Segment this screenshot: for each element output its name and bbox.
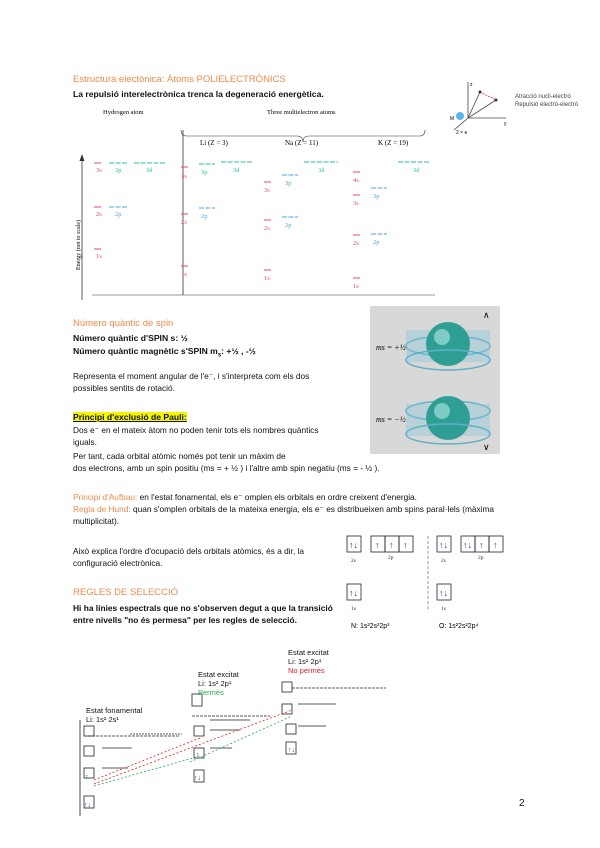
pauli-line-3: dos electrons, amb un spin positiu (ms = + ½ ) i l'altre amb spin negatiu (ms = - ½ ). xyxy=(73,463,380,473)
svg-text:2 × e: 2 × e xyxy=(456,130,468,135)
excited-state-1-caption: Estat excitat Li: 1s² 2p¹ Permès xyxy=(198,670,239,697)
svg-text:↑: ↑ xyxy=(479,540,484,550)
svg-text:3p: 3p xyxy=(285,180,292,187)
spin-description: Representa el moment angular de l'e⁻, i s'interpreta com els dos possibles sentits de rotació. xyxy=(73,371,310,393)
svg-text:3s: 3s xyxy=(181,173,187,180)
section-title-structure: Estructura electònica: Àtoms POLIELECTRÒNICS xyxy=(73,74,286,85)
pauli-title: Principi d'exclusió de Pauli: xyxy=(73,412,187,422)
o-config-label: O: 1s²2s²2p⁴ xyxy=(439,623,479,630)
svg-text:y: y xyxy=(504,121,507,127)
svg-text:↑↓: ↑↓ xyxy=(463,540,472,550)
svg-text:2s: 2s xyxy=(441,558,446,564)
svg-text:↑↓: ↑↓ xyxy=(439,588,448,598)
svg-text:1s: 1s xyxy=(264,275,270,282)
forbidden-transition-1 xyxy=(94,738,200,780)
legend-attraction: Atracció nucli-electró xyxy=(515,94,571,100)
multielectron-label: Three multielectron atoms xyxy=(267,109,336,116)
svg-text:3p: 3p xyxy=(373,193,380,200)
excited-state-2-caption: Estat excitat Li: 1s² 2p¹ No permès xyxy=(288,648,329,675)
svg-text:3d: 3d xyxy=(413,167,420,174)
atom-k-label: K (Z = 19) xyxy=(378,139,409,147)
legend-repulsion: Repulsió electró-electró xyxy=(515,102,579,108)
svg-text:↑↓: ↑↓ xyxy=(349,588,358,598)
svg-text:3s: 3s xyxy=(264,187,270,194)
svg-text:2p: 2p xyxy=(388,555,394,561)
svg-text:2p: 2p xyxy=(285,222,292,229)
ground-state-caption: Estat fonamental Li: 1s² 2s¹ xyxy=(86,706,143,724)
svg-text:1s: 1s xyxy=(353,283,359,290)
svg-text:3s: 3s xyxy=(353,200,359,207)
svg-text:2s: 2s xyxy=(181,219,187,226)
svg-text:3s: 3s xyxy=(96,167,102,174)
selection-text: Hi ha línies espectrals que no s'observen degut a que la transició entre nivells "no és permesa" per les regles de selecció. xyxy=(73,603,333,625)
atom-li-label: Li (Z = 3) xyxy=(200,139,228,147)
svg-text:2s: 2s xyxy=(264,225,270,232)
svg-text:3d: 3d xyxy=(233,167,240,174)
svg-text:z: z xyxy=(470,82,473,88)
svg-text:2s: 2s xyxy=(353,240,359,247)
svg-text:↑: ↑ xyxy=(375,540,380,550)
n-config-label: N: 1s²2s²2p³ xyxy=(351,623,390,630)
spin-down-label: ms = −½ xyxy=(376,415,406,424)
svg-text:2s: 2s xyxy=(351,558,356,564)
atom-na-label: Na (Z = 11) xyxy=(285,139,319,147)
svg-text:↑↓: ↑↓ xyxy=(349,540,358,550)
atom-vector-figure xyxy=(448,80,513,135)
aufbau-paragraph: Principi d'Aufbau: en l'estat fonamental, els e⁻ omplen els orbitals en ordre creixent d'energia. xyxy=(73,492,417,502)
svg-text:∧: ∧ xyxy=(483,310,490,320)
svg-text:2p: 2p xyxy=(373,239,380,246)
svg-text:↑↓: ↑↓ xyxy=(288,746,295,754)
spin-line-2: Número quàntic magnètic s'SPIN $m_s$: +½ , -½ xyxy=(73,346,256,359)
hydrogen-atom-label: Hydrogen atom xyxy=(103,109,144,116)
section-title-spin: Número quàntic de spin xyxy=(73,318,174,329)
spin-line-1: Número quàntic d'SPIN s: ½ xyxy=(73,333,188,343)
svg-text:1s: 1s xyxy=(96,253,102,260)
svg-text:↑: ↑ xyxy=(196,751,200,759)
spin-figure xyxy=(370,306,500,454)
svg-text:2s: 2s xyxy=(96,211,102,218)
explain-text: Això explica l'ordre d'ocupació dels orbitals atòmics, és a dir, la configuració electrònica. xyxy=(73,546,304,568)
pauli-line-1: Dos e⁻ en el mateix àtom no poden tenir tots els nombres quàntics iguals. xyxy=(73,425,319,447)
allowed-transition xyxy=(94,756,200,786)
hund-paragraph: Regla de Hund: quan s'omplen orbitals de la mateixa energia, els e⁻ es distribueixen amb spins paral·lels (màxima multiplicitat). xyxy=(73,504,495,526)
svg-text:1s: 1s xyxy=(441,606,446,612)
svg-text:∨: ∨ xyxy=(483,442,490,452)
svg-text:3d: 3d xyxy=(318,167,325,174)
energy-level-diagram xyxy=(75,100,445,300)
energy-axis-label: Energy (not to scale) xyxy=(76,219,82,270)
nucleus-icon xyxy=(456,112,464,120)
force-legend xyxy=(515,93,578,109)
transition-diagram xyxy=(70,676,400,821)
svg-text:M: M xyxy=(450,116,455,122)
svg-text:↑: ↑ xyxy=(493,540,498,550)
svg-text:↑↓: ↑↓ xyxy=(439,540,448,550)
svg-text:4s: 4s xyxy=(353,177,359,184)
electron-sphere-up xyxy=(426,322,470,366)
electron-sphere-down xyxy=(426,396,470,440)
svg-text:3d: 3d xyxy=(146,167,153,174)
svg-text:2p: 2p xyxy=(201,213,208,220)
svg-text:↑↓: ↑↓ xyxy=(194,774,201,782)
svg-text:3p: 3p xyxy=(201,169,208,176)
svg-text:↑: ↑ xyxy=(389,540,394,550)
electron-config-boxes xyxy=(343,532,518,632)
svg-text:1s: 1s xyxy=(181,271,187,278)
svg-text:↑: ↑ xyxy=(403,540,408,550)
svg-text:↑: ↑ xyxy=(85,773,89,781)
section-subtitle: La repulsió interelectrònica trenca la degeneració energètica. xyxy=(73,89,324,99)
svg-text:↑↓: ↑↓ xyxy=(84,801,91,809)
section-title-selection: REGLES DE SELECCIÓ xyxy=(73,587,179,598)
pauli-line-2: Per tant, cada orbital atòmic només pot tenir un màxim de xyxy=(73,451,286,461)
spin-up-label: ms = +½ xyxy=(376,343,406,352)
svg-text:3p: 3p xyxy=(115,167,122,174)
svg-text:2p: 2p xyxy=(478,555,484,561)
forbidden-transition-2 xyxy=(94,710,292,784)
page-number: 2 xyxy=(519,798,525,809)
svg-text:1s: 1s xyxy=(351,606,356,612)
svg-text:2p: 2p xyxy=(115,211,122,218)
